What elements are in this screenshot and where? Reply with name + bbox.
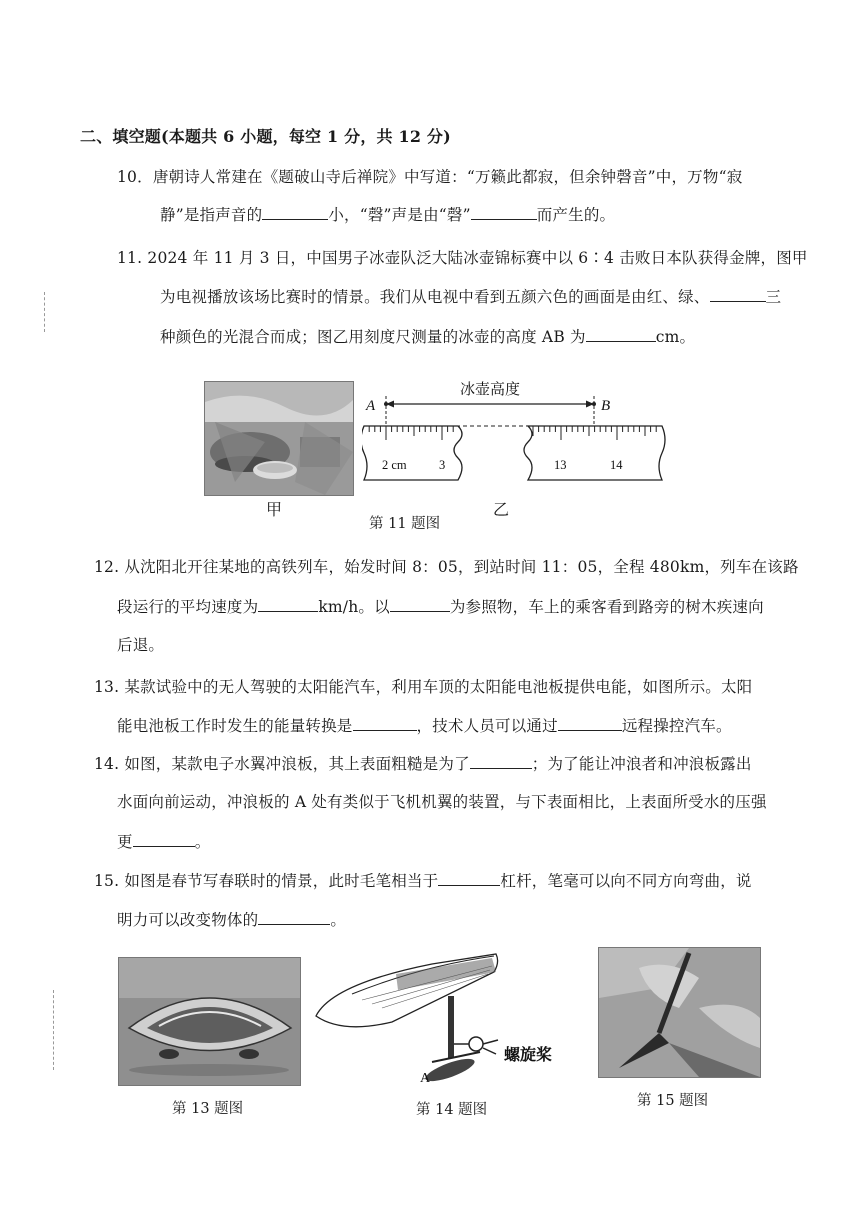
answer-blank[interactable] xyxy=(262,205,328,220)
q15-line2: 明力可以改变物体的 。 xyxy=(117,911,347,929)
q12-line1: 12. 从沈阳北开往某地的高铁列车，始发时间 8：05，到站时间 11：05，全程 480km，列车在该路 xyxy=(94,558,799,576)
tick-label-2cm: 2 cm xyxy=(382,458,407,472)
q11-line1: 11. 2024 年 11 月 3 日，中国男子冰壶队泛大陆冰壶锦标赛中以 6∶4 击败日本队获得金牌，图甲 xyxy=(117,249,808,267)
q11-figure-caption: 第 11 题图 xyxy=(369,516,441,532)
q14-line2: 水面向前运动，冲浪板的 A 处有类似于飞机机翼的装置，与下表面相比，上表面所受水的压强 xyxy=(117,793,767,811)
fig-jia-label: 甲 xyxy=(266,500,283,519)
answer-blank[interactable] xyxy=(471,205,537,220)
ruler-diagram xyxy=(362,374,668,496)
q11-line2: 为电视播放该场比赛时的情景。我们从电视中看到五颜六色的画面是由红、绿、 三 xyxy=(160,288,782,306)
tick-label-14: 14 xyxy=(610,458,623,472)
q14-line3: 更 。 xyxy=(117,833,211,851)
ruler-title: 冰壶高度 xyxy=(459,381,521,398)
answer-blank[interactable] xyxy=(353,716,417,731)
q13-figure-caption: 第 13 题图 xyxy=(172,1101,244,1117)
q15-figure-caption: 第 15 题图 xyxy=(637,1093,709,1109)
hydrofoil-diagram xyxy=(312,944,570,1092)
curling-tv-photo xyxy=(204,381,354,496)
calligraphy-photo xyxy=(598,947,761,1078)
tick-label-13: 13 xyxy=(554,458,567,472)
answer-blank[interactable] xyxy=(258,910,330,925)
q14-line1: 14. 如图，某款电子水翼冲浪板，其上表面粗糙是为了 ；为了能让冲浪者和冲浪板露出 xyxy=(94,755,752,773)
point-b-label: B xyxy=(601,398,611,414)
q13-line1: 13. 某款试验中的无人驾驶的太阳能汽车，利用车顶的太阳能电池板提供电能，如图所示。太阳 xyxy=(94,678,753,696)
q13-line2: 能电池板工作时发生的能量转换是 ，技术人员可以通过 远程操控汽车。 xyxy=(117,717,732,735)
answer-blank[interactable] xyxy=(586,327,656,342)
answer-blank[interactable] xyxy=(438,871,500,886)
point-a-label: A xyxy=(420,1071,431,1086)
fig-yi-label: 乙 xyxy=(493,500,510,519)
q12-line2: 段运行的平均速度为 km/h。以 为参照物，车上的乘客看到路旁的树木疾速向 xyxy=(117,598,764,616)
point-a-label: A xyxy=(366,398,376,414)
answer-blank[interactable] xyxy=(390,597,450,612)
q11-line3: 种颜色的光混合而成；图乙用刻度尺测量的冰壶的高度 AB 为 cm。 xyxy=(160,328,696,346)
q12-line3: 后退。 xyxy=(117,636,165,654)
answer-blank[interactable] xyxy=(258,597,318,612)
section-title: 二、填空题(本题共 6 小题，每空 1 分，共 12 分) xyxy=(80,127,451,146)
scan-edge-mark xyxy=(53,990,54,1070)
q10-line2: 静”是指声音的 小，“磬”声是由“磬” 而产生的。 xyxy=(160,206,616,224)
solar-car-photo xyxy=(118,957,301,1086)
scan-edge-mark xyxy=(44,292,45,332)
answer-blank[interactable] xyxy=(558,716,622,731)
propeller-label: 螺旋桨 xyxy=(504,1045,553,1064)
q10-line1: 10．唐朝诗人常建在《题破山寺后禅院》中写道：“万籁此都寂，但余钟磬音”中，万物“寂 xyxy=(117,168,743,186)
answer-blank[interactable] xyxy=(133,832,195,847)
q14-figure-caption: 第 14 题图 xyxy=(416,1102,488,1118)
q15-line1: 15. 如图是春节写春联时的情景，此时毛笔相当于 杠杆，笔毫可以向不同方向弯曲，说 xyxy=(94,872,752,890)
tick-label-3: 3 xyxy=(439,458,446,472)
answer-blank[interactable] xyxy=(710,287,766,302)
answer-blank[interactable] xyxy=(470,754,532,769)
